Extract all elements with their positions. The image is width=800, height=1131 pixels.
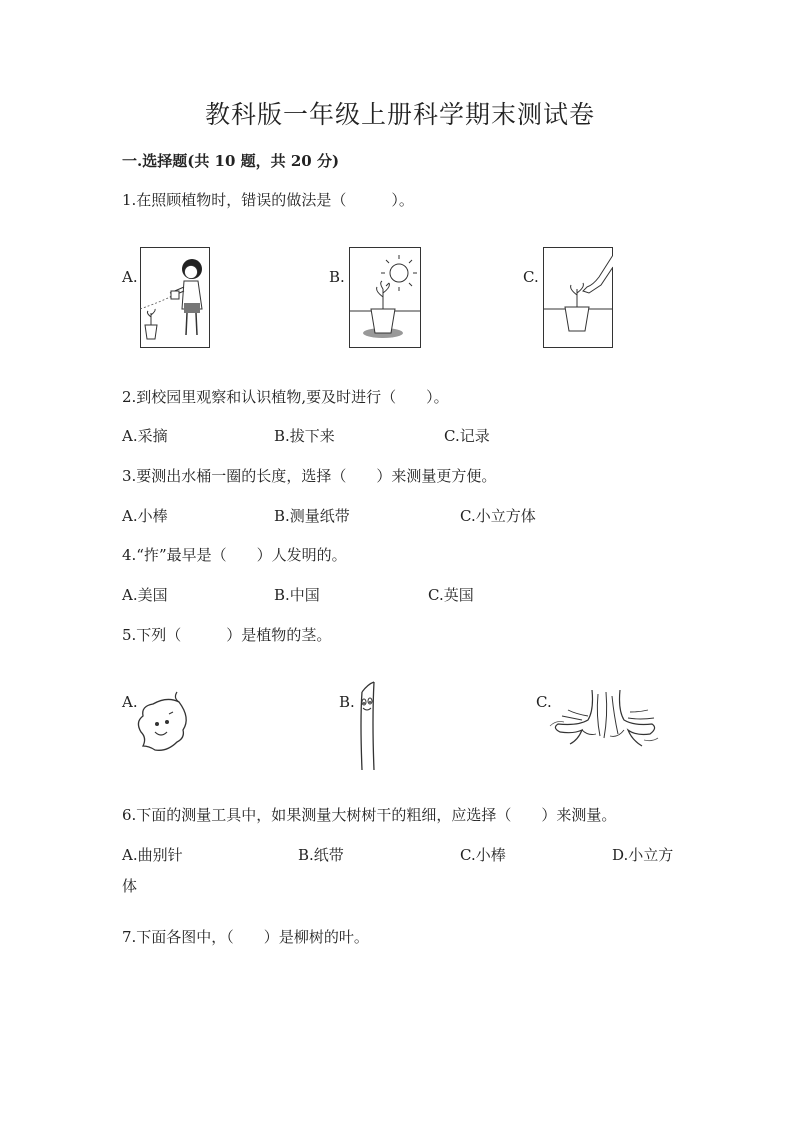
stem-image bbox=[348, 680, 388, 772]
q2-option-c: C.记录 bbox=[444, 427, 490, 445]
q1-option-c-label: C. bbox=[523, 268, 539, 286]
leaf-image bbox=[133, 688, 195, 754]
question-5: 5.下列（ ）是植物的茎。 bbox=[122, 626, 332, 644]
q5-option-b-label: B. bbox=[339, 693, 355, 711]
q3-option-b: B.测量纸带 bbox=[274, 507, 350, 525]
q3-option-c: C.小立方体 bbox=[460, 507, 536, 525]
question-1: 1.在照顾植物时，错误的做法是（ ）。 bbox=[122, 191, 414, 209]
question-6: 6.下面的测量工具中，如果测量大树树干的粗细，应选择（ ）来测量。 bbox=[122, 806, 617, 824]
page-title: 教科版一年级上册科学期末测试卷 bbox=[204, 100, 595, 129]
q1-option-a-label: A. bbox=[122, 268, 138, 286]
q5-option-a-label: A. bbox=[122, 693, 138, 711]
q1-option-b-label: B. bbox=[329, 268, 345, 286]
q6-option-d-wrap: 体 bbox=[122, 877, 138, 895]
section-heading: 一.选择题(共 10 题，共 20 分) bbox=[122, 152, 340, 170]
child-watering-plant-image bbox=[140, 247, 210, 348]
question-2: 2.到校园里观察和认识植物,要及时进行（ ）。 bbox=[122, 388, 449, 406]
question-7: 7.下面各图中，（ ）是柳树的叶。 bbox=[122, 928, 369, 946]
q4-option-a: A.美国 bbox=[122, 586, 168, 604]
q4-option-c: C.英国 bbox=[428, 586, 474, 604]
q6-option-d: D.小立方 bbox=[612, 846, 674, 864]
q5-option-c-label: C. bbox=[536, 693, 552, 711]
q4-option-b: B.中国 bbox=[274, 586, 320, 604]
question-3: 3.要测出水桶一圈的长度，选择（ ）来测量更方便。 bbox=[122, 467, 497, 485]
q6-option-a: A.曲别针 bbox=[122, 846, 183, 864]
q3-option-a: A.小棒 bbox=[122, 507, 168, 525]
plant-in-sun-image bbox=[349, 247, 421, 348]
q2-option-b: B.拔下来 bbox=[274, 427, 335, 445]
q6-option-b: B.纸带 bbox=[298, 846, 344, 864]
q6-option-c: C.小棒 bbox=[460, 846, 506, 864]
q2-option-a: A.采摘 bbox=[122, 427, 168, 445]
tree-roots-image bbox=[548, 690, 660, 748]
question-4: 4.“拃”最早是（ ）人发明的。 bbox=[122, 546, 347, 564]
hand-picking-plant-image bbox=[543, 247, 613, 348]
